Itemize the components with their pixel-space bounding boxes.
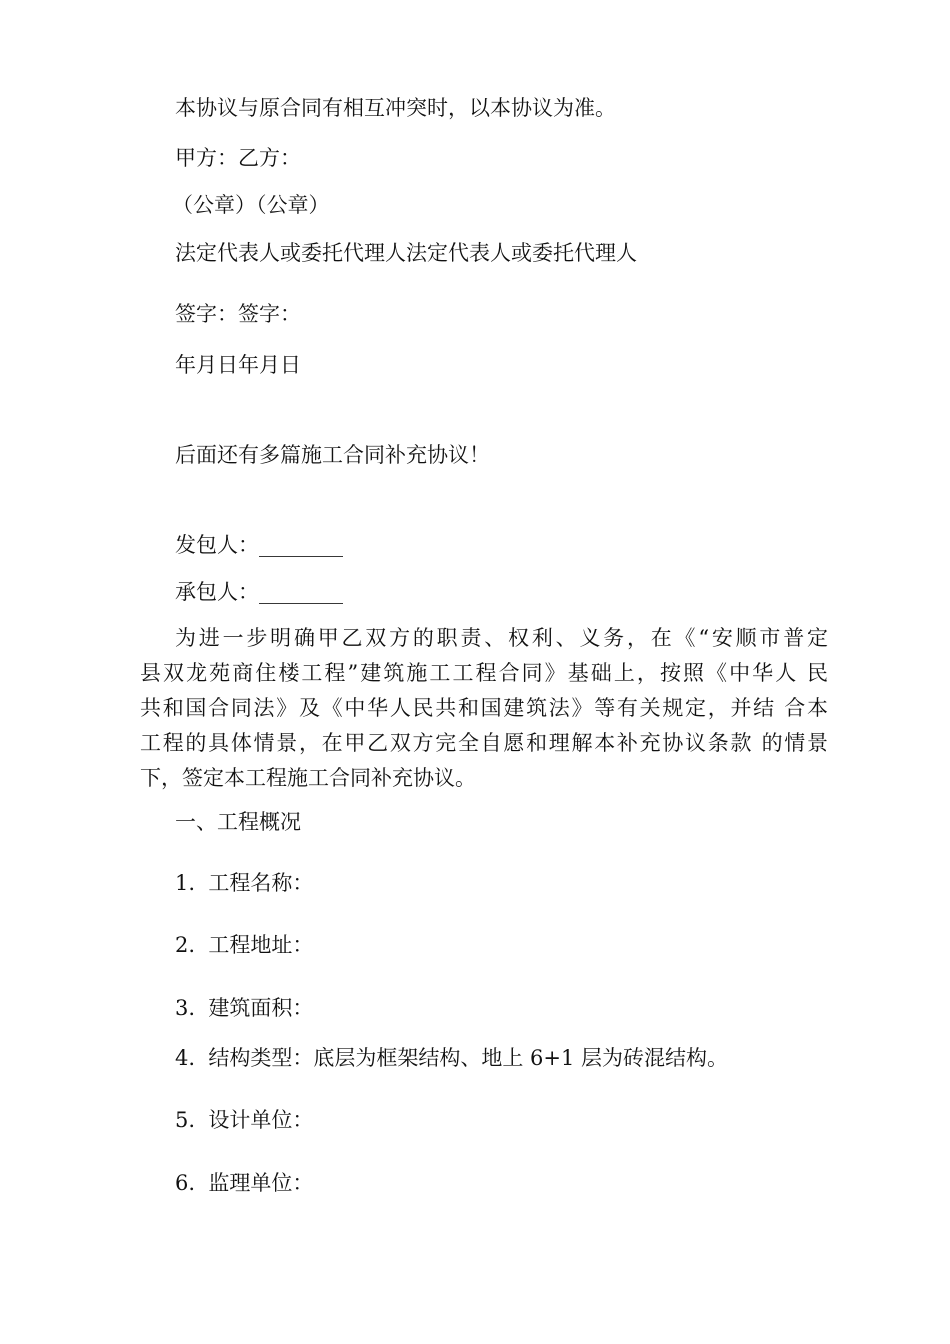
text-line: 签字：签字： [175,302,301,326]
text-line: 后面还有多篇施工合同补充协议！ [175,443,490,467]
list-item: 2. 工程地址： [175,933,314,957]
list-item: 3. 建筑面积： [175,996,314,1020]
paragraph-line: 工程的具体情景，在甲乙双方完全自愿和理解本补充协议条款 的情景 [140,731,828,755]
paragraph-line: 为进一步明确甲乙双方的职责、权利、义务，在《“安顺市普定 [175,626,828,650]
list-item: 4. 结构类型：底层为框架结构、地上 6+1 层为砖混结构。 [175,1046,729,1070]
text-line: 法定代表人或委托代理人法定代表人或委托代理人 [175,241,637,265]
text-line: 年月日年月日 [175,353,301,377]
list-item: 6. 监理单位： [175,1171,314,1195]
text-line: 甲方：乙方： [175,146,301,170]
text-line: 本协议与原合同有相互冲突时，以本协议为准。 [175,96,616,120]
text-line: （公章）（公章） [172,193,330,217]
text-line: 承包人：________ [175,580,343,604]
section-title: 一、工程概况 [175,810,301,834]
paragraph-line: 县双龙苑商住楼工程”建筑施工工程合同》基础上，按照《中华人 民 [140,661,828,685]
list-item: 5. 设计单位： [175,1108,314,1132]
text-line: 发包人：________ [175,533,343,557]
paragraph-line: 共和国合同法》及《中华人民共和国建筑法》等有关规定，并结 合本 [140,696,828,720]
paragraph-line: 下，签定本工程施工合同补充协议。 [140,766,476,790]
list-item: 1. 工程名称： [175,871,314,895]
